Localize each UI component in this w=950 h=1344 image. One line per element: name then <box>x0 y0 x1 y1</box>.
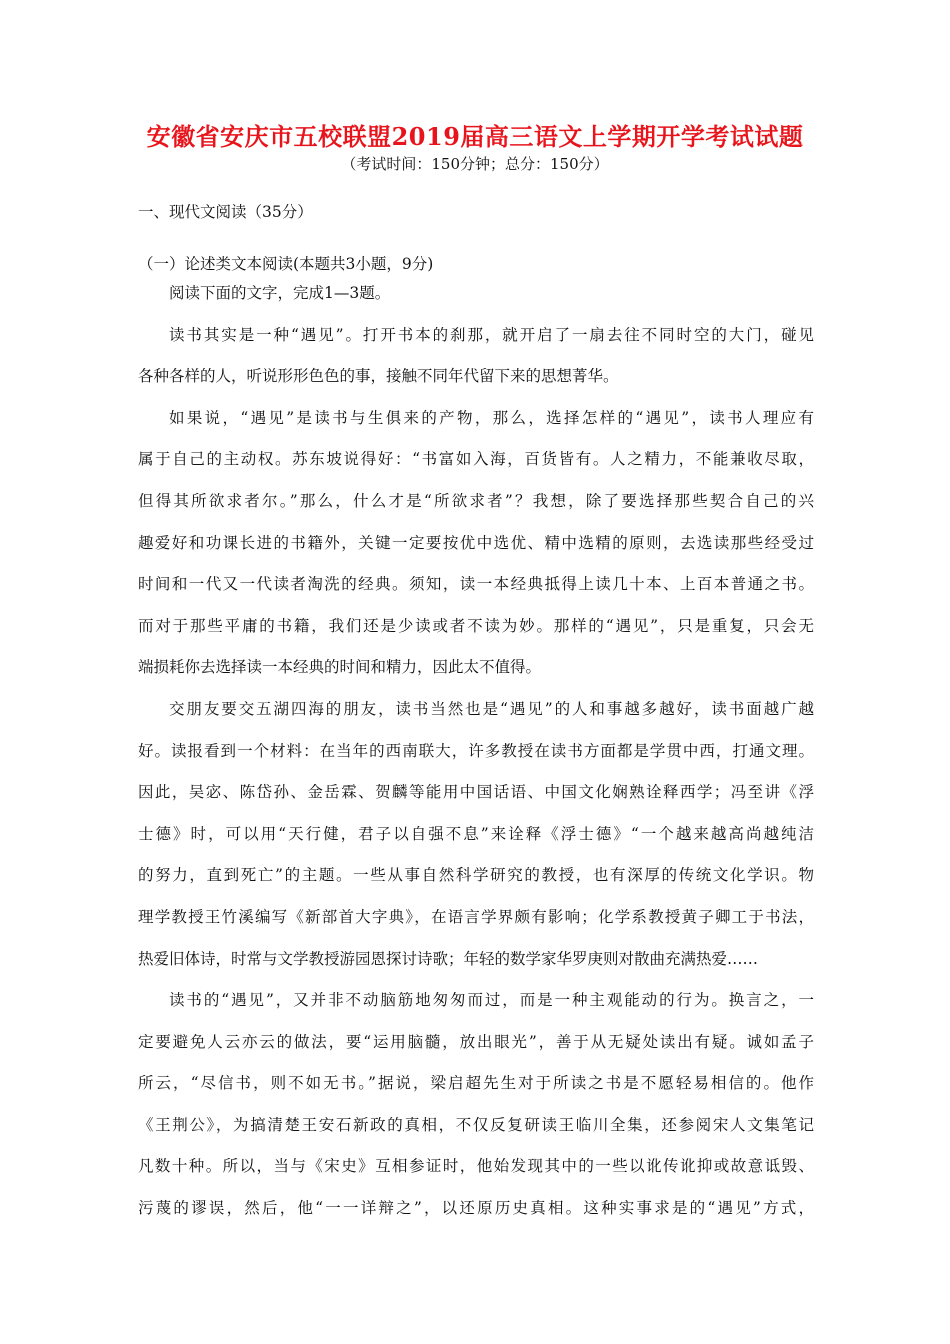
paragraph-list <box>138 323 814 1238</box>
paragraph-line: 趣爱好和功课长进的书籍外，关键一定要按优中选优、精中选精的原则，去选读那些经受过 <box>138 533 814 552</box>
paragraph-line: 端损耗你去选择读一本经典的时间和精力，因此太不值得。 <box>138 658 542 677</box>
paragraph-line: 理学教授王竹溪编写《新部首大字典》，在语言学界颇有影响；化学系教授黄子卿工于书法， <box>138 907 814 926</box>
sub-heading: （一）论述类文本阅读(本题共3小题，9分) <box>138 255 434 273</box>
paragraph-line: 所云，“尽信书，则不如无书。”据说，梁启超先生对于所读之书是不愿轻易相信的。他作 <box>138 1074 814 1093</box>
paragraph-line: 各种各样的人，听说形形色色的事，接触不同年代留下来的思想菁华。 <box>138 367 619 386</box>
instruction-text: 阅读下面的文字，完成1—3题。 <box>169 284 391 302</box>
paragraph-line: 《王荆公》，为搞清楚王安石新政的真相，不仅反复研读王临川全集，还参阅宋人文集笔记 <box>138 1115 814 1134</box>
paragraph-line: 热爱旧体诗，时常与文学教授游园恩探讨诗歌；年轻的数学家华罗庚则对散曲充满热爱…… <box>138 949 759 968</box>
paragraph-line: 定要避免人云亦云的做法，要“运用脑髓，放出眼光”，善于从无疑处读出有疑。诚如孟子 <box>138 1032 814 1051</box>
paragraph-line: 但得其所欲求者尔。”那么，什么才是“所欲求者”？我想，除了要选择那些契合自己的兴 <box>138 491 814 510</box>
paragraph <box>138 988 814 1238</box>
paragraph-line: 好。读报看到一个材料：在当年的西南联大，许多教授在读书方面都是学贯中西，打通文理。 <box>138 741 814 760</box>
paragraph-line: 而对于那些平庸的书籍，我们还是少读或者不读为妙。那样的“遇见”，只是重复，只会无 <box>138 616 814 635</box>
paragraph-line: 时间和一代又一代读者淘洗的经典。须知，读一本经典抵得上读几十本、上百本普通之书。 <box>138 575 814 594</box>
reading-passage <box>138 281 814 1238</box>
paragraph-line: 读书其实是一种“遇见”。打开书本的刹那，就开启了一扇去往不同时空的大门，碰见 <box>169 325 814 344</box>
section-heading: 一、现代文阅读（35分） <box>138 203 313 221</box>
paragraph-line: 污蔑的谬误，然后，他“一一详辩之”，以还原历史真相。这种实事求是的“遇见”方式， <box>138 1199 814 1218</box>
exam-info: （考试时间：150分钟；总分：150分） <box>341 155 609 173</box>
paragraph-line: 凡数十种。所以，当与《宋史》互相参证时，他始发现其中的一些以讹传讹抑或故意诋毁、 <box>138 1157 814 1176</box>
paragraph <box>138 406 814 697</box>
paragraph-line: 的努力，直到死亡”的主题。一些从事自然科学研究的教授，也有深厚的传统文化学识。物 <box>138 866 814 885</box>
paragraph-line: 如果说，“遇见”是读书与生俱来的产物，那么，选择怎样的“遇见”，读书人理应有 <box>169 408 814 427</box>
paragraph-line: 读书的“遇见”，又并非不动脑筋地匆匆而过，而是一种主观能动的行为。换言之，一 <box>169 991 814 1010</box>
paragraph <box>138 323 814 406</box>
paragraph-line: 士德》时，可以用“天行健，君子以自强不息”来诠释《浮士德》“一个越来越高尚越纯洁 <box>138 824 814 843</box>
paragraph <box>138 697 814 988</box>
paragraph-line: 交朋友要交五湖四海的朋友，读书当然也是“遇见”的人和事越多越好，读书面越广越 <box>169 699 814 718</box>
paragraph-line: 因此，吴宓、陈岱孙、金岳霖、贺麟等能用中国话语、中国文化娴熟诠释西学；冯至讲《浮 <box>138 783 814 802</box>
paragraph-line: 属于自己的主动权。苏东坡说得好：“书富如入海，百货皆有。人之精力，不能兼收尽取， <box>138 450 814 469</box>
document-title: 安徽省安庆市五校联盟2019届高三语文上学期开学考试试题 <box>146 122 804 151</box>
